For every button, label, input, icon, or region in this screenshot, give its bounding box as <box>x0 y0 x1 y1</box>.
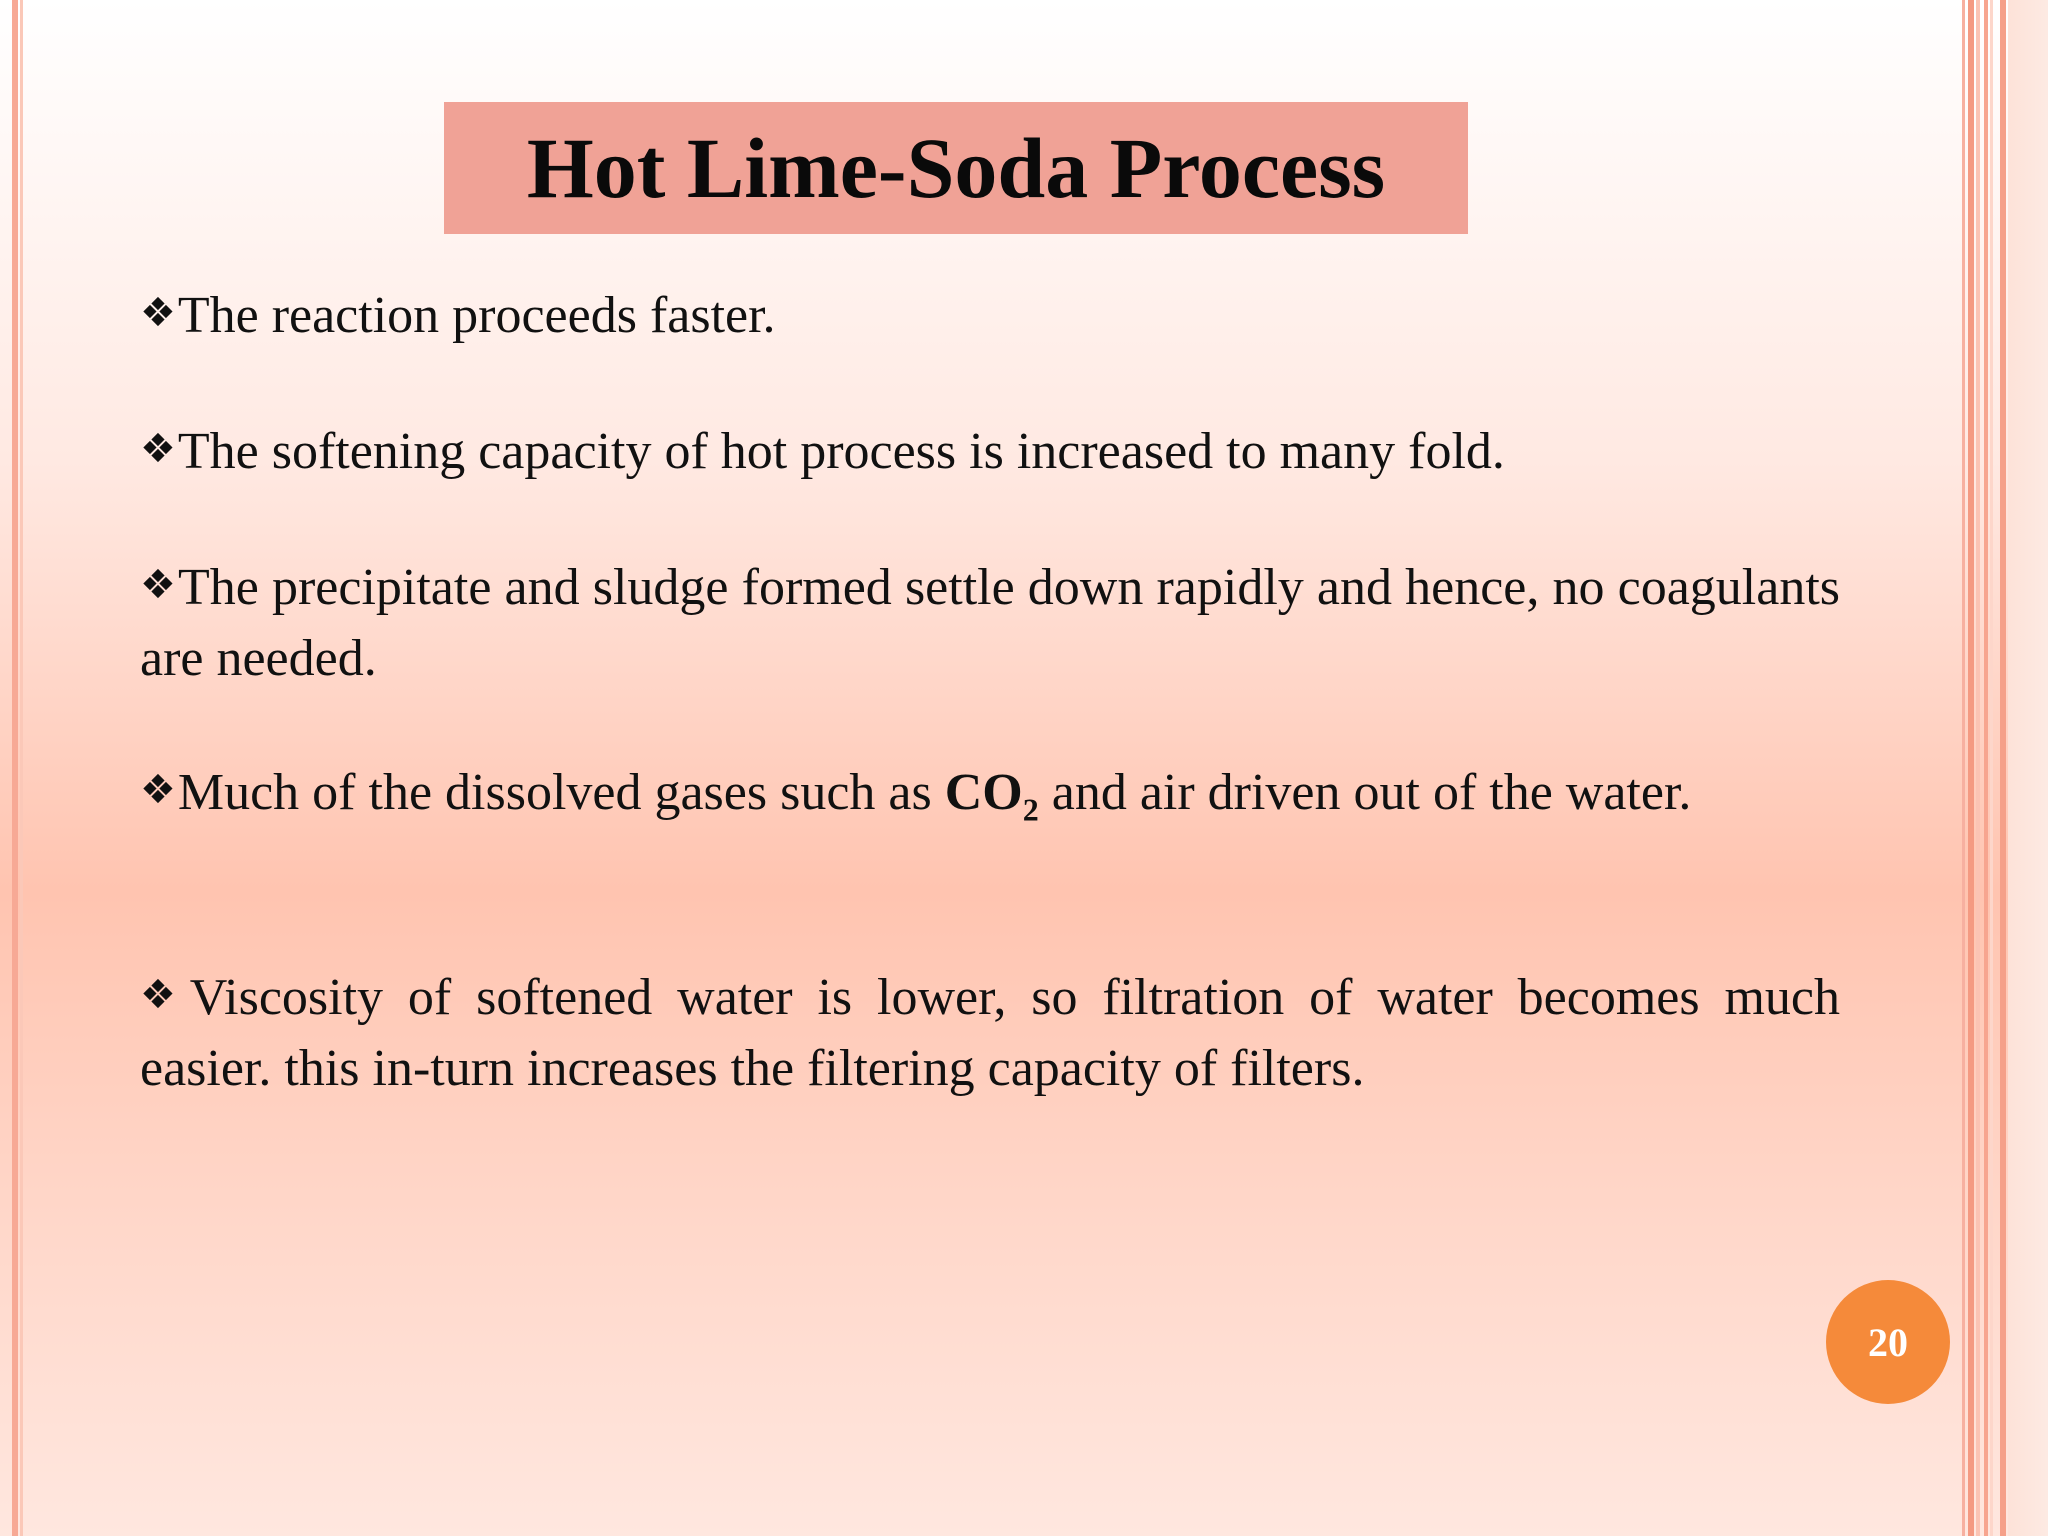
bullet-text: The precipitate and sludge formed settle down rapidly and hence, no coagulants are needed. <box>140 559 1841 687</box>
slide-title: Hot Lime-Soda Process <box>526 120 1386 216</box>
right-border-stripe-6 <box>2000 0 2006 1536</box>
page-number: 20 <box>1868 1319 1908 1365</box>
right-border-stripe-2 <box>1968 0 1974 1536</box>
right-border-stripe-4 <box>1984 0 1988 1536</box>
right-border-band <box>2008 0 2048 1536</box>
page-number-badge <box>1826 1280 1950 1404</box>
title-banner <box>444 102 1468 234</box>
diamond-bullet-icon: ❖ <box>140 562 176 608</box>
bullet-text: The softening capacity of hot process is increased to many fold. <box>177 423 1505 480</box>
bullet-item <box>140 964 1840 1103</box>
bullet-text: Viscosity of softened water is lower, so filtration of water becomes much easier. this in-turn increases the filtering capacity of filters. <box>140 969 1840 1097</box>
bullet-item <box>140 759 1840 830</box>
bullet-item <box>140 418 1840 489</box>
left-border-stripe <box>12 0 18 1536</box>
bullet-text-after: and air driven out of the water. <box>1038 764 1692 821</box>
diamond-bullet-icon: ❖ <box>140 426 176 472</box>
diamond-bullet-icon: ❖ <box>140 290 176 336</box>
bullet-text-before: Much of the dissolved gases such as <box>177 764 945 821</box>
left-border-stripe-inner <box>20 0 23 1536</box>
right-border-stripe-3 <box>1976 0 1980 1536</box>
diamond-bullet-icon: ❖ <box>140 767 176 813</box>
bullet-item <box>140 554 1840 693</box>
bullet-text: The reaction proceeds faster. <box>177 287 776 344</box>
chemical-formula-main: CO <box>944 764 1023 821</box>
diamond-bullet-icon: ❖ <box>140 972 188 1018</box>
right-border-stripe-1 <box>1962 0 1965 1536</box>
chemical-formula <box>944 764 1039 828</box>
bullet-item <box>140 282 1840 353</box>
right-border-stripe-5 <box>1990 0 1993 1536</box>
chemical-formula-subscript: 2 <box>1022 791 1039 828</box>
